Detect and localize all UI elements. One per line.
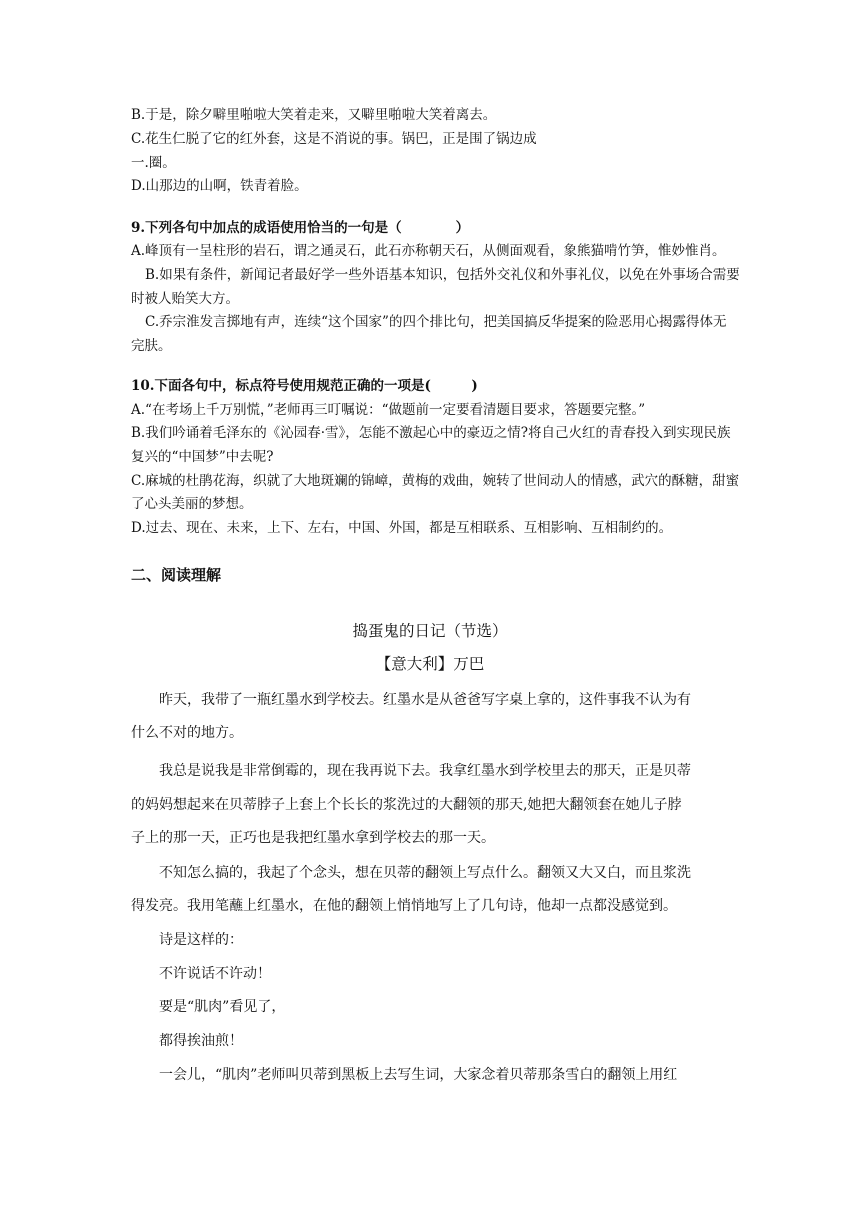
paragraph-4: 诗是这样的：	[159, 932, 243, 948]
q8-option-b: B.于是，除夕噼里啪啦大笑着走来，又噼里啪啦大笑着离去。	[131, 107, 497, 123]
q9-option-a: A.峰顶有一呈柱形的岩石，谓之通灵石，此石亦称朝天石，从侧面观看，象熊猫啃竹笋，惟妙惟肖。	[131, 243, 726, 259]
paragraph-3-line1: 不知怎么搞的，我起了个念头，想在贝蒂的翻领上写点什么。翻领又大又白，而且浆洗	[159, 865, 691, 881]
paragraph-2-line3: 子上的那一天，正巧也是我把红墨水拿到学校去的那一天。	[131, 830, 495, 846]
paragraph-3-line2: 得发亮。我用笔蘸上红墨水，在他的翻领上悄悄地写上了几句诗，他却一点都没感觉到。	[131, 898, 677, 914]
q10-option-d: D.过去、现在、未来，上下、左右，中国、外国，都是互相联系、互相影响、互相制约的。	[131, 520, 673, 536]
passage-author: 【意大利】万巴	[375, 655, 485, 673]
poem-line-2: 要是“肌肉”看见了，	[159, 999, 286, 1015]
passage-title: 捣蛋鬼的日记（节选）	[352, 622, 508, 640]
q10-option-b-line2: 复兴的“中国梦”中去呢?	[131, 449, 274, 465]
paragraph-2-line2: 的妈妈想起来在贝蒂脖子上套上个长长的浆洗过的大翻领的那天,她把大翻领套在她儿子脖	[131, 797, 682, 813]
q10-option-c-line1: C.麻城的杜鹃花海，织就了大地斑斓的锦嶂，黄梅的戏曲，婉转了世间动人的情感，武穴的酥糖，甜蜜	[131, 473, 740, 489]
section-heading: 二、阅读理解	[131, 566, 222, 584]
poem-line-3: 都得挨油煎！	[159, 1033, 243, 1049]
q10-option-a: A.“在考场上千万别慌，”老师再三叮嘱说：“做题前一定要看清题目要求，答题要完整。”	[131, 402, 646, 418]
q9-option-c-line1: C.乔宗淮发言掷地有声，连续“这个国家”的四个排比句，把美国搞反华提案的险恶用心揭露得体无	[145, 314, 727, 330]
paragraph-1-line2: 什么不对的地方。	[131, 725, 243, 741]
q9-option-b-line2: 时被人贻笑大方。	[131, 291, 239, 307]
paragraph-2-line1: 我总是说我是非常倒霉的，现在我再说下去。我拿红墨水到学校里去的那天，正是贝蒂	[159, 763, 691, 779]
q10-stem: 10.下面各句中，标点符号使用规范正确的一项是( )	[131, 378, 478, 394]
q8-option-c-line2: 一.圈。	[131, 155, 176, 171]
q10-option-c-line2: 了心头美丽的梦想。	[131, 496, 253, 512]
q9-option-b-line1: B.如果有条件，新闻记者最好学一些外语基本知识，包括外交礼仪和外事礼仪，以免在外事场合需要	[145, 267, 740, 283]
poem-line-1: 不许说话不许动！	[159, 966, 271, 982]
q8-option-d: D.山那边的山啊，铁青着脸。	[131, 178, 308, 194]
q9-option-c-line2: 完肤。	[131, 338, 172, 354]
q8-option-c-line1: C.花生仁脱了它的红外套，这是不消说的事。锅巴，正是围了锅边成	[131, 131, 537, 147]
paragraph-1-line1: 昨天，我带了一瓶红墨水到学校去。红墨水是从爸爸写字桌上拿的，这件事我不认为有	[159, 692, 691, 708]
paragraph-5: 一会儿，“肌肉”老师叫贝蒂到黑板上去写生词，大家念着贝蒂那条雪白的翻领上用红	[159, 1067, 678, 1083]
q9-stem: 9.下列各句中加点的成语使用恰当的一句是（ ）	[131, 220, 470, 236]
q10-option-b-line1: B.我们吟诵着毛泽东的《沁园春·雪》，怎能不激起心中的豪迈之情?将自己火红的青春投入到实现民族	[131, 425, 731, 441]
